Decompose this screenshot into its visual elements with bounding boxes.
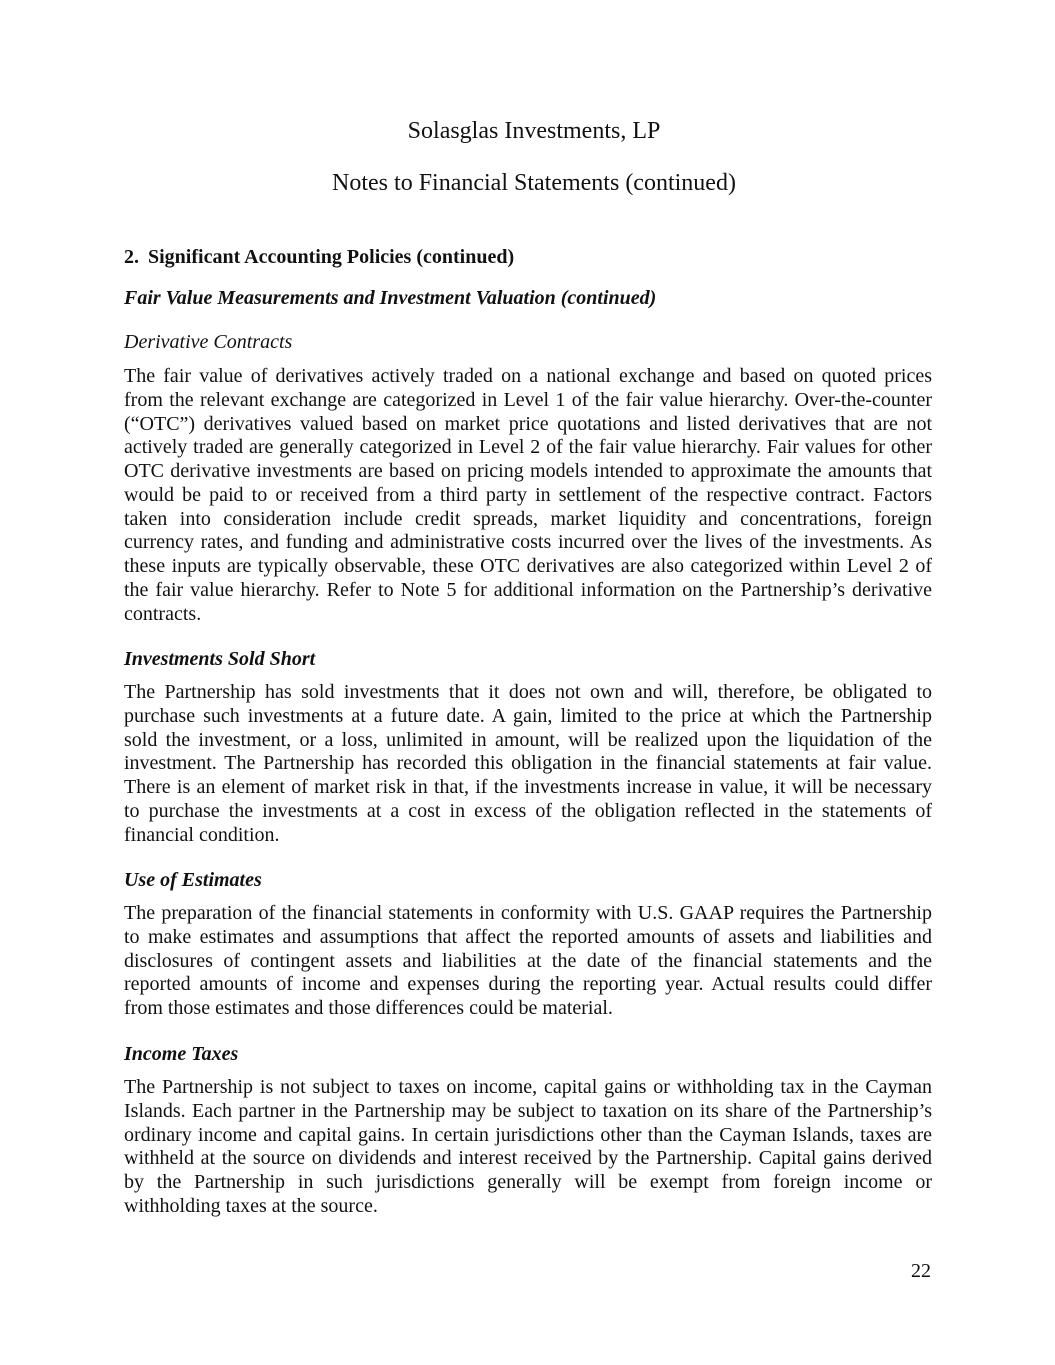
paragraph-line: disclosures of contingent assets and liabilities at the date of the financial statements and the: [124, 949, 932, 972]
derivative-contracts-paragraph: [124, 365, 932, 626]
paragraph-line: contracts.: [124, 602, 202, 625]
paragraph-line: from those estimates and those differences could be material.: [124, 997, 613, 1019]
paragraph-line: to make estimates and assumptions that affect the reported amounts of assets and liabilities and: [124, 925, 932, 948]
document-subtitle: Notes to Financial Statements (continued): [332, 170, 736, 196]
section-number: 2.: [124, 246, 139, 268]
income-taxes-heading: Income Taxes: [124, 1043, 239, 1065]
use-of-estimates-heading: Use of Estimates: [124, 869, 262, 891]
document-title: Solasglas Investments, LP: [407, 118, 661, 144]
paragraph-line: ordinary income and capital gains. In certain jurisdictions other than the Cayman Islands, taxes are: [124, 1123, 932, 1146]
paragraph-line: financial condition.: [124, 823, 280, 846]
paragraph-line: The Partnership is not subject to taxes on income, capital gains or withholding tax in the Cayman: [124, 1076, 932, 1098]
paragraph-line: (“OTC”) derivatives valued based on market price quotations and listed derivatives that are not: [124, 412, 932, 435]
paragraph-line: to purchase the investments at a cost in excess of the obligation reflected in the statements of: [124, 799, 932, 822]
paragraph-line: actively traded are generally categorized in Level 2 of the fair value hierarchy. Fair values for other: [124, 436, 932, 459]
paragraph-line: investment. The Partnership has recorded this obligation in the financial statements at fair value.: [124, 752, 932, 775]
paragraph-line: OTC derivative investments are based on pricing models intended to approximate the amounts that: [124, 460, 932, 482]
paragraph-line: these inputs are typically observable, these OTC derivatives are also categorized within Level 2 of: [124, 555, 932, 577]
paragraph-line: purchase such investments at a future date. A gain, limited to the price at which the Partnership: [124, 704, 932, 727]
paragraph-line: the fair value hierarchy. Refer to Note 5 for additional information on the Partnership’s derivative: [124, 578, 932, 601]
section-heading: [124, 245, 932, 269]
paragraph-line: There is an element of market risk in that, if the investments increase in value, it will be necessary: [124, 776, 932, 798]
paragraph-line: reported amounts of income and expenses during the reporting year. Actual results could differ: [124, 973, 932, 996]
paragraph-line: The preparation of the financial statements in conformity with U.S. GAAP requires the Partnership: [124, 902, 932, 924]
paragraph-line: withheld at the source on dividends and interest received by the Partnership. Capital gains derived: [124, 1147, 932, 1170]
subsection-heading: Fair Value Measurements and Investment Valuation (continued): [124, 287, 657, 309]
paragraph-line: sold the investment, or a loss, unlimited in amount, will be realized upon the liquidation of the: [124, 728, 932, 751]
paragraph-line: taken into consideration include credit spreads, market liquidity and concentrations, foreign: [124, 507, 932, 530]
paragraph-line: The Partnership has sold investments that it does not own and will, therefore, be obligated to: [124, 681, 932, 703]
section-title: Significant Accounting Policies (continued): [148, 246, 515, 268]
investments-sold-short-paragraph: [124, 681, 932, 847]
derivative-contracts-heading: Derivative Contracts: [124, 331, 293, 353]
income-taxes-paragraph: [124, 1076, 932, 1219]
paragraph-line: currency rates, and funding and administrative costs incurred over the lives of the investments. As: [124, 531, 932, 554]
paragraph-line: from the relevant exchange are categorized in Level 1 of the fair value hierarchy. Over-the-counter: [124, 388, 932, 411]
paragraph-line: Islands. Each partner in the Partnership may be subject to taxation on its share of the Partnership’s: [124, 1099, 932, 1122]
paragraph-line: The fair value of derivatives actively traded on a national exchange and based on quoted prices: [124, 365, 932, 387]
paragraph-line: would be paid to or received from a third party in settlement of the respective contract. Factors: [124, 483, 932, 506]
page-number: 22: [911, 1260, 931, 1282]
investments-sold-short-heading: Investments Sold Short: [124, 648, 316, 670]
paragraph-line: by the Partnership in such jurisdictions generally will be exempt from foreign income or: [124, 1171, 932, 1193]
paragraph-line: withholding taxes at the source.: [124, 1194, 378, 1217]
use-of-estimates-paragraph: [124, 902, 932, 1021]
